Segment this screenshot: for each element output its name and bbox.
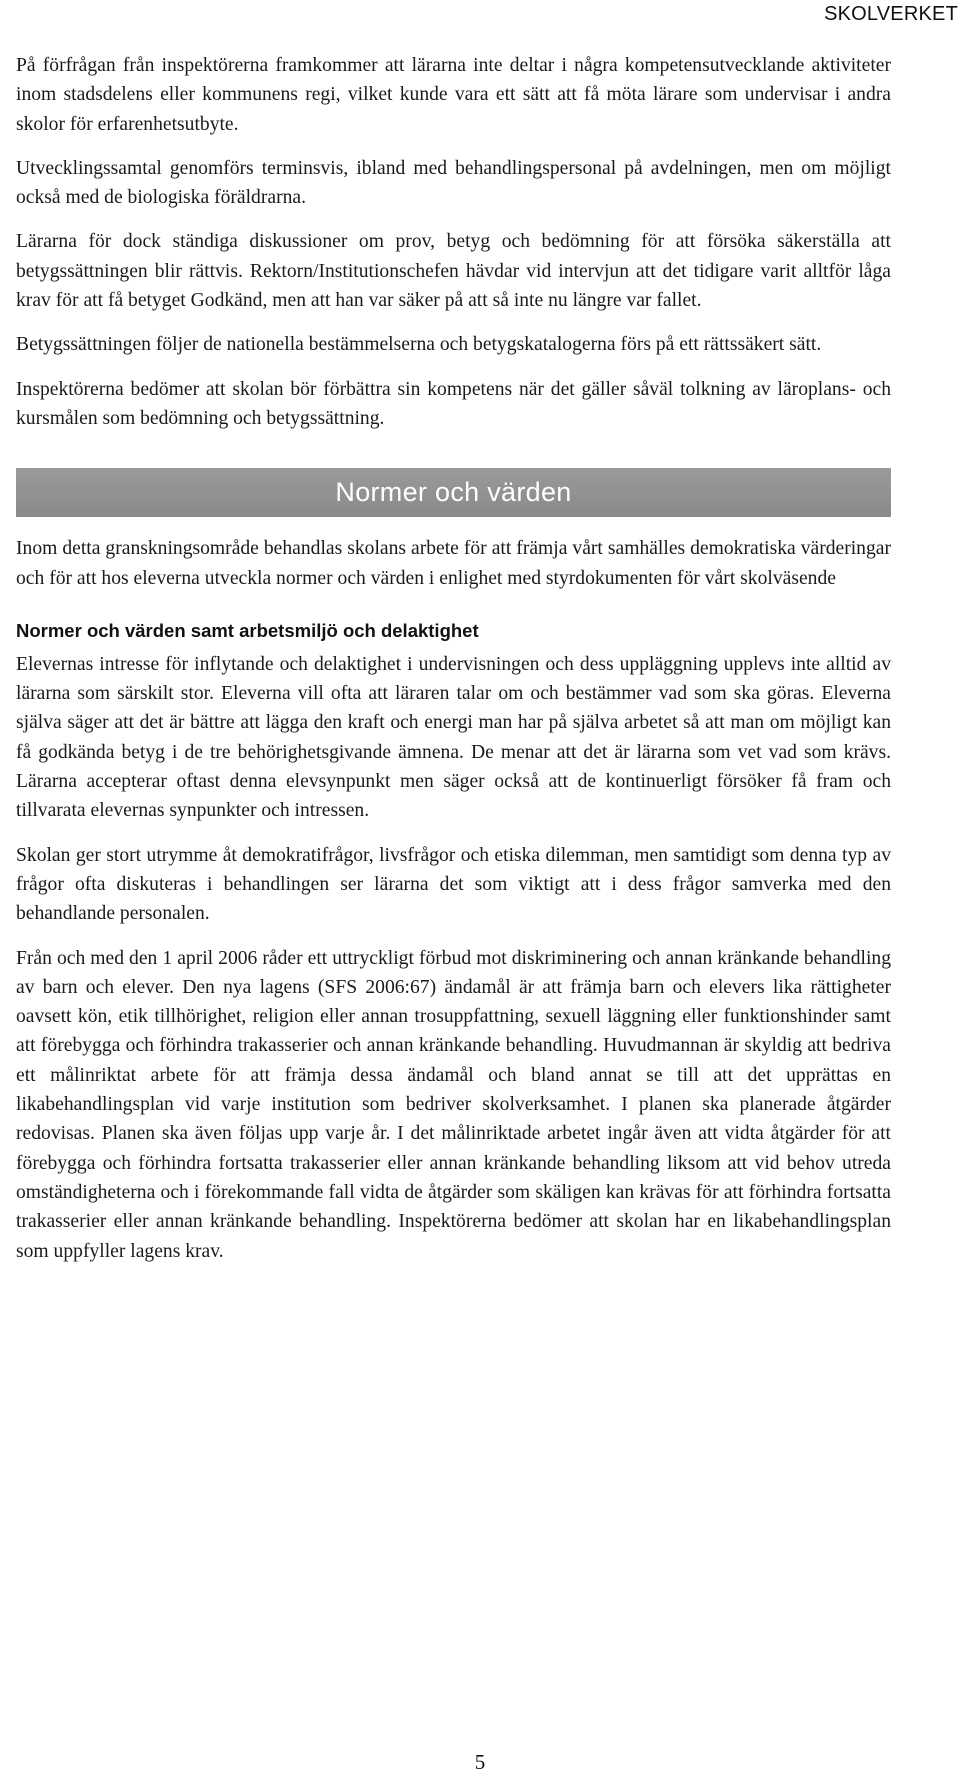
page-number: 5 <box>474 1750 486 1774</box>
paragraph: Elevernas intresse för inflytande och delaktighet i undervisningen och dess uppläggning upplevs inte alltid av lärarna som särskilt stor. Eleverna vill ofta att läraren talar om och bestämmer vad som ska göras. Eleverna själva säger att det är bättre att lägga den kraft och energi man har på själva arbetet så att man om möjligt kan få godkända betyg i de tre behörighetsgivande ämnena. De menar att det är lärarna som vet vad som krävs. Lärarna accepterar oftast denna elevsynpunkt men säger också att de kontinuerligt försöker få fram och tillvarata elevernas synpunkter och intressen. <box>16 653 891 822</box>
paragraph: Betygssättningen följer de nationella bestämmelserna och betygskatalogerna förs på ett rättssäkert sätt. <box>16 334 822 356</box>
document-header <box>824 0 958 28</box>
paragraph: Inspektörerna bedömer att skolan bör förbättra sin kompetens när det gäller såväl tolkning av läroplans- och kursmålen som bedömning och betygssättning. <box>16 378 891 429</box>
paragraph: På förfrågan från inspektörerna framkommer att lärarna inte deltar i några kompetensutvecklande aktiviteter inom stadsdelens eller kommunens regi, vilket kunde vara ett sätt att få möta lärare som undervisar i andra skolor för erfarenhetsutbyte. <box>16 55 891 135</box>
section-banner <box>16 468 891 517</box>
org-name: SKOLVERKET <box>824 3 958 25</box>
section-intro: Inom detta granskningsområde behandlas skolans arbete för att främja vårt samhälles demokratiska värderingar och för att hos eleverna utveckla normer och värden i enlighet med styrdokumenten för vårt skolväsende <box>16 538 891 589</box>
paragraph: Lärarna för dock ständiga diskussioner om prov, betyg och bedömning för att försöka säkerställa att betygssättningen blir rättvis. Rektorn/Institutionschefen hävdar vid intervjun att det tidigare varit alltför låga krav för att få betyget Godkänd, men att han var säker på att så inte nu längre var fallet. <box>16 231 891 312</box>
paragraph: Utvecklingssamtal genomförs terminsvis, ibland med behandlingspersonal på avdelningen, men om möjligt också med de biologiska föräldrarna. <box>16 157 891 209</box>
section-title: Normer och värden <box>335 477 572 508</box>
subheading: Normer och värden samt arbetsmiljö och delaktighet <box>16 619 479 641</box>
paragraph: Från och med den 1 april 2006 råder ett uttryckligt förbud mot diskriminering och annan kränkande behandling av barn och elever. Den nya lagens (SFS 2006:67) ändamål är att främja barn och elevers lika rättigheter oavsett kön, etik tillhörighet, religion eller annan trosuppfattning, sexuell läggning eller funktionshinder samt att förebygga och förhindra trakasserier och annan kränkande behandling. Huvudmannan är skyldig att bedriva ett målinriktat arbete för att främja dessa ändamål och bland annat se till att det upprättas en likabehandlingsplan vid varje institution som bedriver skolverksamhet. I planen ska planerade åtgärder redovisas. Planen ska även följas upp varje år. I det målinriktade arbetet ingår även att vidta åtgärder för att förebygga och förhindra fortsatta trakasserier eller annan kränkande behandling liksom att vid behov utreda omständigheterna och i förekommande fall vidta de åtgärder som skäligen kan krävas för att förhindra fortsatta trakasserier eller annan kränkande behandling. Inspektörerna bedömer att skolan har en likabehandlingsplan som uppfyller lagens krav. <box>16 947 891 1262</box>
paragraph: Skolan ger stort utrymme åt demokratifrågor, livsfrågor och etiska dilemman, men samtidigt som denna typ av frågor ofta diskuteras i behandlingen ser lärarna det som viktigt att i dess frågor samverka med den behandlande personalen. <box>16 844 891 925</box>
document-body <box>16 51 891 1281</box>
